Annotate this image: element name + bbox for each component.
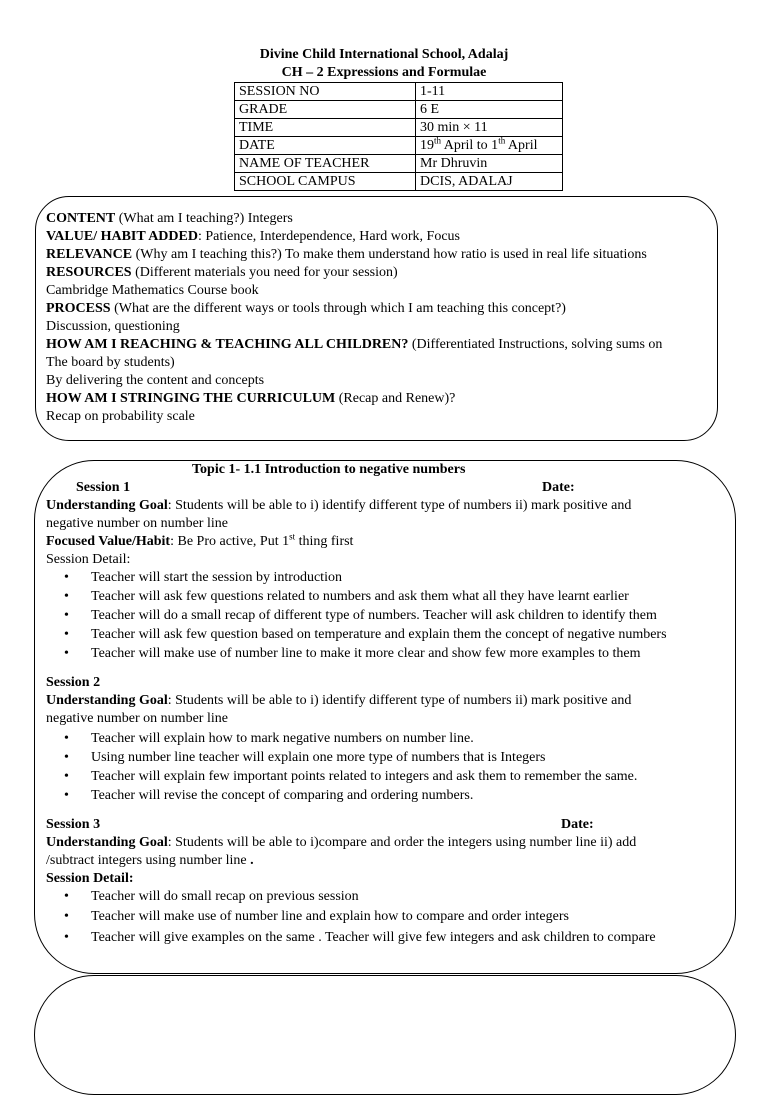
bullet-icon: •: [64, 731, 69, 746]
session-1-label: Session 1: [76, 480, 131, 495]
process-line: [46, 300, 566, 318]
session-1-value-end: thing first: [295, 534, 354, 549]
stringing-label: HOW AM I STRINGING THE CURRICULUM: [46, 391, 336, 406]
session-2-goal-text: : Students will be able to i) identify different type of numbers ii) mark positive and: [167, 693, 632, 708]
session-1-value-text: : Be Pro active, Put 1: [170, 534, 290, 549]
campus-label: SCHOOL CAMPUS: [235, 173, 416, 191]
list-item: Teacher will explain few important points related to integers and ask them to remember the same.: [91, 769, 638, 784]
stringing-text: (Recap and Renew)?: [335, 391, 456, 406]
session-1-date-label: Date:: [542, 480, 575, 495]
reaching-text: (Differentiated Instructions, solving sums on: [408, 337, 663, 352]
reaching-detail: By delivering the content and concepts: [46, 373, 265, 388]
table-row: [235, 83, 563, 101]
session-1-detail-label: Session Detail:: [46, 552, 131, 567]
time-label: TIME: [235, 119, 416, 137]
content-label: CONTENT: [46, 211, 116, 226]
value-text: : Patience, Interdependence, Hard work, Focus: [197, 229, 460, 244]
session-no-label: SESSION NO: [235, 83, 416, 101]
session-3-label: Session 3: [46, 817, 101, 832]
teacher-value: Mr Dhruvin: [416, 155, 563, 173]
date-end: April: [505, 138, 538, 153]
resources-label: RESOURCES: [46, 265, 132, 280]
list-item: Teacher will ask few questions related to numbers and ask them what all they have learnt earlier: [91, 589, 629, 604]
date-mid: April to 1: [441, 138, 499, 153]
value-label: VALUE/ HABIT ADDED: [46, 229, 198, 244]
reaching-label: HOW AM I REACHING & TEACHING ALL CHILDREN?: [46, 337, 409, 352]
list-item: Teacher will do small recap on previous session: [91, 889, 359, 904]
table-row: [235, 101, 563, 119]
process-text: (What are the different ways or tools through which I am teaching this concept?): [110, 301, 566, 316]
session-2-goal: [46, 692, 631, 710]
list-item: Teacher will explain how to mark negative numbers on number line.: [91, 731, 474, 746]
bullet-icon: •: [64, 909, 69, 924]
session-3-goal-label: Understanding Goal: [46, 835, 168, 850]
list-item: Teacher will start the session by introduction: [91, 570, 342, 585]
bullet-icon: •: [64, 570, 69, 585]
session-1-value-sup: st: [289, 531, 296, 542]
grade-label: GRADE: [235, 101, 416, 119]
session-2-goal-label: Understanding Goal: [46, 693, 168, 708]
list-item: Using number line teacher will explain one more type of numbers that is Integers: [91, 750, 546, 765]
table-row: [235, 137, 563, 155]
process-detail: Discussion, questioning: [46, 319, 180, 334]
session-1-goal-text: : Students will be able to i) identify different type of numbers ii) mark positive and: [167, 498, 632, 513]
chapter-title: CH – 2 Expressions and Formulae: [281, 65, 487, 80]
list-item: Teacher will make use of number line to make it more clear and show few more examples to them: [91, 646, 641, 661]
list-item: Teacher will ask few question based on temperature and explain them the concept of negative numbers: [91, 627, 667, 642]
session-1-value-label: Focused Value/Habit: [46, 534, 171, 549]
bullet-icon: •: [64, 769, 69, 784]
list-item: Teacher will make use of number line and explain how to compare and order integers: [91, 909, 569, 924]
list-item: Teacher will do a small recap of different type of numbers. Teacher will ask children to identify them: [91, 608, 657, 623]
table-row: [235, 173, 563, 191]
content-text: (What am I teaching?) Integers: [115, 211, 293, 226]
table-row: [235, 155, 563, 173]
content-line: [46, 210, 293, 228]
stringing-line: [46, 390, 455, 408]
relevance-text: (Why am I teaching this?) To make them understand how ratio is used in real life situations: [132, 247, 647, 262]
value-line: [46, 228, 460, 246]
resources-line: [46, 264, 398, 282]
session-1-goal: [46, 497, 631, 515]
session-3-goal-cont: [46, 852, 254, 870]
session-3-goal-cont-end: .: [246, 853, 254, 868]
bullet-icon: •: [64, 750, 69, 765]
bullet-icon: •: [64, 608, 69, 623]
session-3-date-label: Date:: [561, 817, 594, 832]
date-value: [416, 137, 563, 155]
stringing-detail: Recap on probability scale: [46, 409, 195, 424]
session-1-value: [46, 533, 353, 551]
date-start-sup: th: [434, 135, 442, 146]
resources-detail: Cambridge Mathematics Course book: [46, 283, 259, 298]
bullet-icon: •: [64, 889, 69, 904]
bullet-icon: •: [64, 930, 69, 945]
session-3-goal: [46, 834, 636, 852]
list-item: Teacher will give examples on the same . Teacher will give few integers and ask children to compare: [91, 930, 656, 945]
bullet-icon: •: [64, 788, 69, 803]
session-2-label: Session 2: [46, 675, 101, 690]
resources-text: (Different materials you need for your session): [131, 265, 398, 280]
teacher-label: NAME OF TEACHER: [235, 155, 416, 173]
list-item: Teacher will revise the concept of comparing and ordering numbers.: [91, 788, 474, 803]
bullet-icon: •: [64, 627, 69, 642]
time-value: 30 min × 11: [416, 119, 563, 137]
reaching-line: [46, 336, 662, 354]
session-3-goal-cont-text: /subtract integers using number line: [46, 853, 247, 868]
process-label: PROCESS: [46, 301, 111, 316]
date-label: DATE: [235, 137, 416, 155]
grade-value: 6 E: [416, 101, 563, 119]
relevance-line: [46, 246, 647, 264]
session-3-detail-label: Session Detail:: [46, 871, 134, 886]
relevance-label: RELEVANCE: [46, 247, 133, 262]
reaching-continuation: The board by students): [46, 355, 175, 370]
bullet-icon: •: [64, 589, 69, 604]
session-no-value: 1-11: [416, 83, 563, 101]
campus-value: DCIS, ADALAJ: [416, 173, 563, 191]
session-3-goal-text: : Students will be able to i)compare and order the integers using number line ii) add: [167, 835, 637, 850]
date-start: 19: [420, 138, 434, 153]
next-section-box: [34, 975, 736, 1095]
session-1-goal-label: Understanding Goal: [46, 498, 168, 513]
table-row: [235, 119, 563, 137]
session-info-table: [234, 82, 563, 191]
session-2-goal-cont: negative number on number line: [46, 711, 228, 726]
date-end-sup: th: [498, 135, 506, 146]
school-name: Divine Child International School, Adalaj: [259, 47, 509, 62]
session-1-goal-cont: negative number on number line: [46, 516, 228, 531]
bullet-icon: •: [64, 646, 69, 661]
topic-title: Topic 1- 1.1 Introduction to negative numbers: [192, 462, 466, 477]
